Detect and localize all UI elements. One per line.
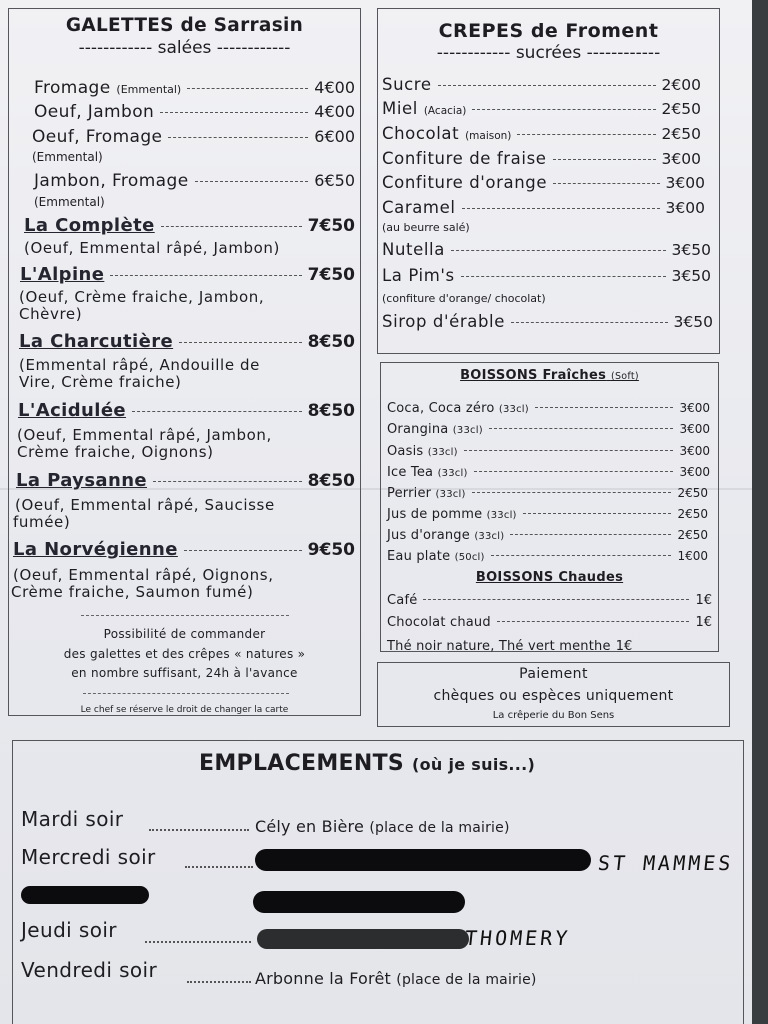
galettes-section [8,8,361,716]
menu-item: Nutella 3€50 [382,240,711,259]
item-note: (Emmental) [32,150,103,164]
item-note: (Emmental) [34,195,105,209]
drink-item: Coca, Coca zéro (33cl) 3€00 [387,401,710,416]
menu-item: Fromage (Emmental) 4€00 [34,78,355,98]
handwritten-location: THOMERY [463,926,572,950]
creperie-credit: La crêperie du Bon Sens [492,710,615,721]
special-galette: La Charcutière 8€50 [19,331,355,352]
drink-item: Eau plate (50cl) 1€00 [387,549,708,564]
paiement-section [377,662,730,727]
leader-dots [187,981,251,983]
handwritten-location: ST MAMMES [596,851,735,875]
boissons-fraiches-title: BOISSONS Fraîches (Soft) [460,368,639,383]
drink-item: Café 1€ [387,593,712,608]
location-text: Cély en Bière (place de la mairie) [255,817,510,836]
drink-item: Chocolat chaud 1€ [387,615,712,630]
special-desc: Crème fraiche, Oignons) [17,443,214,461]
menu-item: Jambon, Fromage 6€50 [34,171,355,191]
order-note-line: Possibilité de commander [103,627,266,641]
menu-item: Chocolat (maison) 2€50 [382,124,701,143]
paiement-text: chèques ou espèces uniquement [433,688,674,704]
special-galette: La Paysanne 8€50 [16,470,355,491]
special-desc: (Oeuf, Emmental râpé, Oignons, [13,566,274,584]
menu-item: Confiture d'orange 3€00 [382,173,705,192]
day-label: Jeudi soir [21,918,117,942]
day-label: Mercredi soir [21,845,156,869]
menu-item: La Pim's 3€50 [382,266,711,285]
menu-item: Oeuf, Fromage 6€00 [32,127,355,147]
special-desc: (Oeuf, Crème fraiche, Jambon, [19,288,265,306]
order-note-line: en nombre suffisant, 24h à l'avance [71,666,298,680]
drink-item: Orangina (33cl) 3€00 [387,422,710,437]
boissons-chaudes-title: BOISSONS Chaudes [475,570,624,585]
special-galette: L'Acidulée 8€50 [18,400,355,421]
redaction-mark [255,849,591,871]
menu-item: Miel (Acacia) 2€50 [382,99,701,118]
divider [83,693,289,694]
menu-item: Oeuf, Jambon 4€00 [34,102,355,122]
day-label: Vendredi soir [21,958,158,982]
drink-item: Perrier (33cl) 2€50 [387,486,708,501]
leader-dots [149,829,249,831]
special-desc: (Oeuf, Emmental râpé, Jambon) [24,239,280,257]
galettes-subtitle: ------------ salées ------------ [78,38,291,58]
redaction-mark [257,929,469,949]
special-desc: Chèvre) [19,305,83,323]
drink-item: Oasis (33cl) 3€00 [387,444,710,459]
menu-item: Confiture de fraise 3€00 [382,149,701,168]
leader-dots [145,941,251,943]
menu-item: Sucre 2€00 [382,75,701,94]
item-note: (au beurre salé) [382,221,470,234]
disclaimer: Le chef se réserve le droit de changer la carte [80,705,289,715]
special-desc: Crème fraiche, Saumon fumé) [11,583,254,601]
special-desc: fumée) [13,513,71,531]
drink-item: Thé noir nature, Thé vert menthe 1€ [387,639,633,654]
location-text: Arbonne la Forêt (place de la mairie) [255,969,537,988]
menu-item: Sirop d'érable 3€50 [382,312,713,331]
redaction-mark [253,891,465,913]
divider [81,615,289,616]
special-galette: L'Alpine 7€50 [20,264,355,285]
special-desc: Vire, Crème fraiche) [19,373,182,391]
drink-item: Ice Tea (33cl) 3€00 [387,465,710,480]
special-desc: (Oeuf, Emmental râpé, Saucisse [15,496,275,514]
leader-dots [185,866,253,868]
special-desc: (Emmental râpé, Andouille de [19,356,260,374]
drink-item: Jus de pomme (33cl) 2€50 [387,507,708,522]
special-desc: (Oeuf, Emmental râpé, Jambon, [17,426,272,444]
crepes-section [377,8,720,354]
crepes-title: CREPES de Froment [438,20,659,42]
emplacements-title: EMPLACEMENTS (où je suis...) [199,751,536,776]
day-label: Mardi soir [21,807,124,831]
order-note-line: des galettes et des crêpes « natures » [63,647,306,661]
galettes-title: GALETTES de Sarrasin [65,15,304,36]
drink-item: Jus d'orange (33cl) 2€50 [387,528,708,543]
special-galette: La Norvégienne 9€50 [13,539,355,560]
paiement-title: Paiement [519,666,588,682]
redaction-mark [21,886,149,904]
boissons-section [380,362,719,652]
crepes-subtitle: ------------ sucrées ------------ [436,43,661,63]
emplacements-section [12,740,744,1024]
special-galette: La Complète 7€50 [24,215,355,236]
menu-item: Caramel 3€00 [382,198,705,217]
item-note: (confiture d'orange/ chocolat) [382,292,546,305]
